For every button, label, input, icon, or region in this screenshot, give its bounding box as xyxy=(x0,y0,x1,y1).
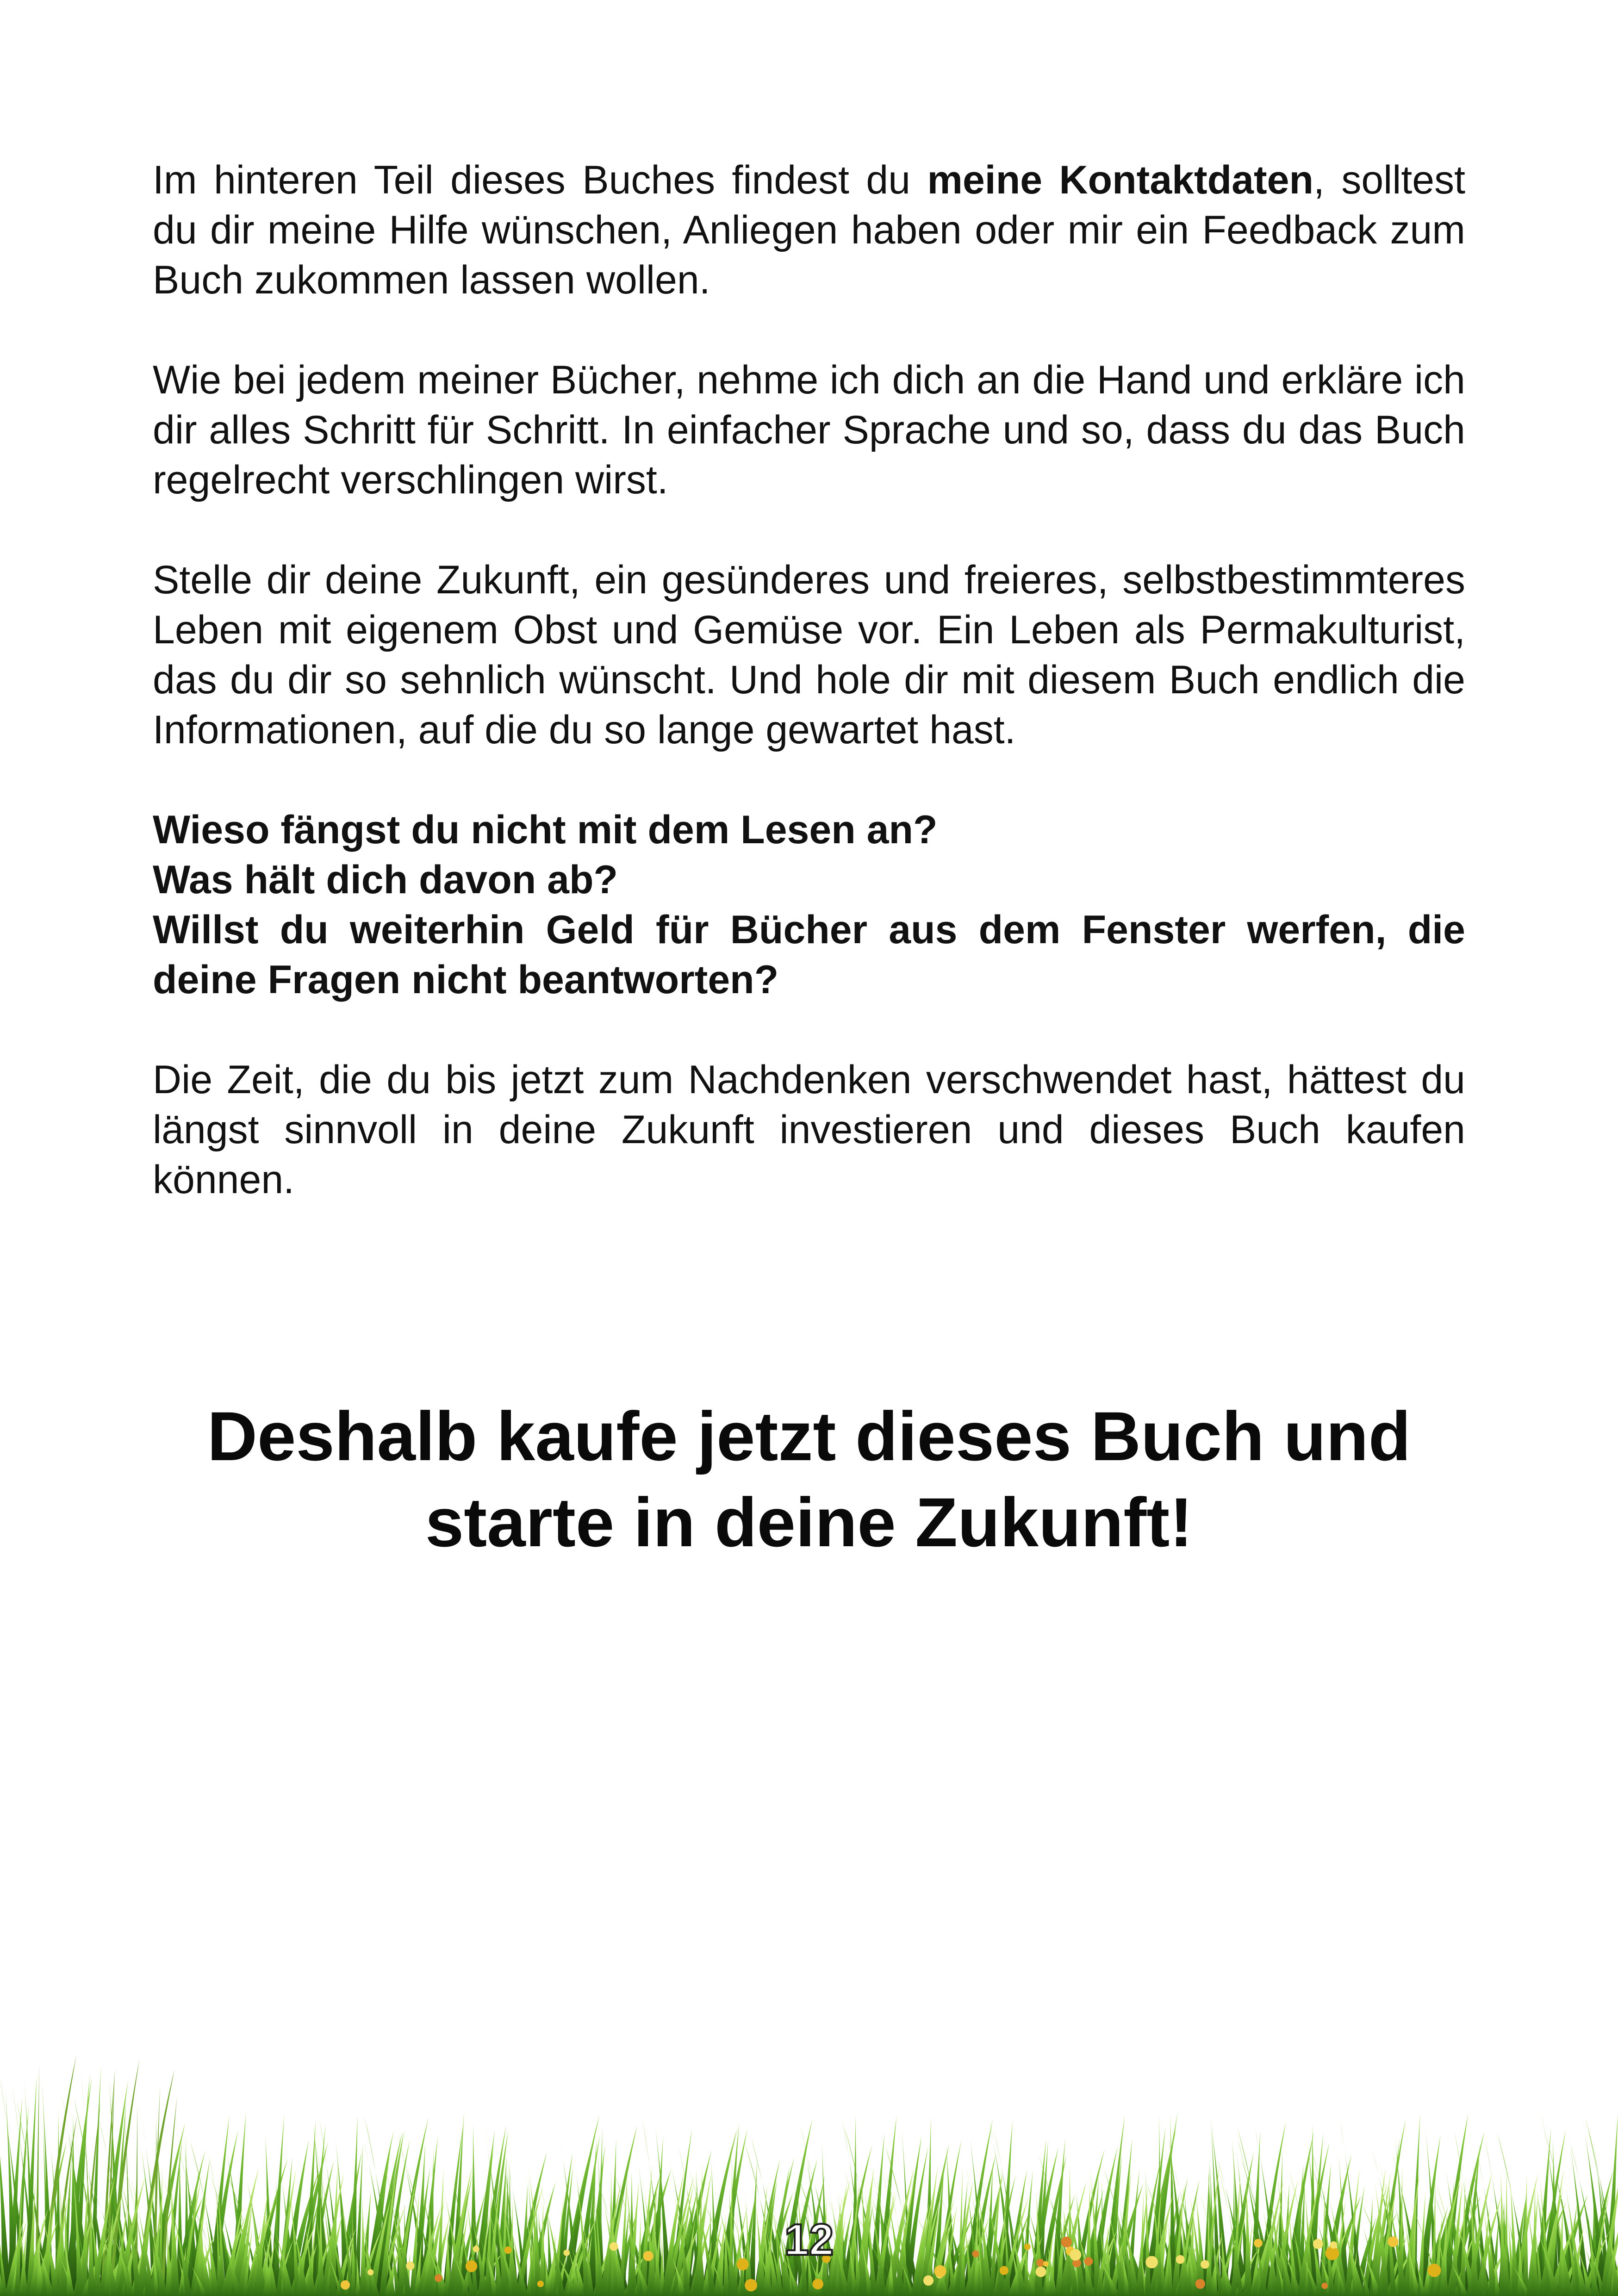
flower-dot xyxy=(1043,2261,1049,2267)
flower-dot xyxy=(745,2279,757,2291)
flower-dot xyxy=(813,2278,823,2289)
call-to-action-headline xyxy=(153,1393,1465,1565)
flower-dot xyxy=(1313,2239,1323,2249)
paragraph-contact xyxy=(153,155,1465,305)
flower-dot xyxy=(934,2265,946,2277)
flower-dot xyxy=(435,2274,442,2282)
flower-dot xyxy=(563,2250,570,2256)
paragraph-contact-text-end: , solltest du dir meine Hilfe wünschen, Anliegen haben oder mir ein Feedback zum Buch zukommen lassen wollen. xyxy=(153,158,1465,302)
flower-dot xyxy=(1024,2244,1031,2250)
flower-dot xyxy=(466,2260,477,2272)
flower-dot xyxy=(1084,2257,1093,2266)
flower-dot xyxy=(367,2269,373,2275)
question-1: Wieso fängst du nicht mit dem Lesen an? xyxy=(153,808,938,852)
flower-dot xyxy=(923,2275,933,2285)
headline-line-2: starte in deine Zukunft! xyxy=(425,1483,1193,1561)
flower-dot xyxy=(1321,2283,1328,2289)
question-block xyxy=(153,805,1465,1005)
headline-line-1: Deshalb kaufe jetzt dieses Buch und xyxy=(207,1397,1411,1475)
flower-dot xyxy=(341,2280,350,2290)
flower-dot xyxy=(1061,2237,1071,2247)
flower-dot xyxy=(1428,2264,1441,2277)
flower-dot xyxy=(406,2261,414,2270)
flower-dot xyxy=(1145,2256,1158,2269)
question-3: Willst du weiterhin Geld für Bücher aus dem Fenster werfen, die deine Fragen nicht beantworten? xyxy=(153,908,1465,1002)
paragraph-step-by-step: Wie bei jedem meiner Bücher, nehme ich dich an die Hand und erkläre ich dir alles Schritt für Schritt. In einfacher Sprache und so, dass du das Buch regelrecht verschlingen wirst. xyxy=(153,358,1465,502)
flower-dot xyxy=(610,2242,618,2251)
question-2: Was hält dich davon ab? xyxy=(153,858,618,902)
paragraph-future: Stelle dir deine Zukunft, ein gesünderes und freieres, selbstbestimmteres Leben mit eigenem Obst und Gemüse vor. Ein Leben als Permakulturist, das du dir so sehnlich wünscht. Und hole dir mit diesem Buch endlich die Informationen, auf die du so lange gewartet hast. xyxy=(153,558,1465,752)
page-number: 12 xyxy=(784,2215,834,2265)
flower-dot xyxy=(1070,2249,1081,2261)
grass-blade xyxy=(1145,2166,1151,2296)
flower-dot xyxy=(1195,2279,1205,2289)
flower-dot xyxy=(1254,2239,1263,2248)
flower-dot xyxy=(1036,2259,1044,2267)
flower-dot xyxy=(737,2259,749,2271)
flower-dot xyxy=(1036,2266,1046,2277)
paragraph-contact-text: Im hinteren Teil dieses Buches findest du xyxy=(153,158,927,202)
flower-dot xyxy=(504,2246,511,2254)
flower-dot xyxy=(473,2246,479,2252)
flower-dot xyxy=(1000,2266,1008,2275)
flower-dot xyxy=(1176,2255,1185,2264)
paragraph-time: Die Zeit, die du bis jetzt zum Nachdenken verschwendet hast, hättest du längst sinnvoll in deine Zukunft investieren und dieses Buch kaufen können. xyxy=(153,1058,1465,1202)
flower-dot xyxy=(643,2251,653,2261)
flower-dot xyxy=(537,2281,544,2287)
flower-dot xyxy=(1326,2246,1339,2260)
flower-dot xyxy=(972,2250,979,2257)
flower-dot xyxy=(1201,2260,1209,2269)
contact-emphasis: meine Kontaktdaten xyxy=(927,158,1313,202)
flower-dot xyxy=(1330,2241,1337,2249)
flower-dot xyxy=(1388,2236,1398,2247)
page-body xyxy=(153,155,1465,1255)
